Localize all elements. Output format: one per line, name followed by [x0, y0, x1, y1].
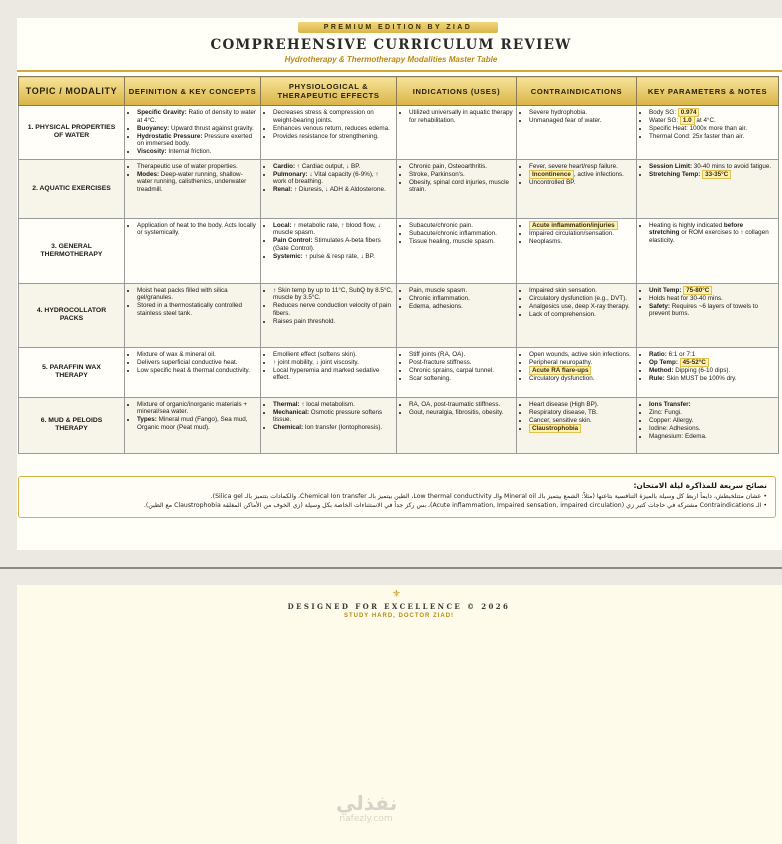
- term-label: Pain Control:: [273, 237, 313, 245]
- list-item: [649, 417, 775, 425]
- cell-text: , active infections.: [573, 170, 624, 178]
- list-item: [649, 171, 775, 179]
- term-label: Hydrostatic Pressure:: [137, 132, 203, 140]
- indications-cell: [397, 218, 517, 283]
- list-item: [529, 238, 633, 246]
- list-item: [137, 109, 257, 124]
- term-label: Stretching Temp:: [649, 170, 701, 178]
- cell-text: 6:1 or 7:1: [666, 350, 696, 358]
- cell-text: Heating is highly indicated: [649, 221, 724, 229]
- cell-text: ↑ Skin temp by up to 11°C, SubQ by 8.5°C, muscle by 3.5°C.: [273, 286, 393, 302]
- cell-text: Utilized universally in aquatic therapy for rehabilitation.: [409, 109, 513, 124]
- list-item: [273, 351, 393, 359]
- list-item: [529, 401, 633, 409]
- list-item: [649, 409, 775, 417]
- topic-cell: 2. AQUATIC EXERCISES: [19, 159, 125, 218]
- cell-text: Ion transfer (Iontophoresis).: [303, 424, 383, 432]
- term-label: Viscosity:: [137, 148, 167, 156]
- indications-list: [400, 222, 513, 246]
- cell-text: Subacute/chronic pain.: [409, 221, 474, 229]
- list-item: [137, 351, 257, 359]
- cell-text: Neoplasms.: [529, 237, 563, 245]
- list-item: [529, 109, 633, 117]
- list-item: [273, 109, 393, 124]
- cell-text: Edema, adhesions.: [409, 302, 463, 310]
- term-label: Systemic:: [273, 252, 303, 260]
- cell-text: Specific Heat: 1000x more than air.: [649, 125, 748, 133]
- cell-text: RA, OA, post-traumatic stiffness.: [409, 400, 501, 408]
- term-label: Renal:: [273, 186, 293, 194]
- cell-text: Emollient effect (softens skin).: [273, 350, 357, 358]
- term-label: Chemical:: [273, 424, 304, 432]
- cell-text: at 4°C.: [694, 117, 716, 125]
- list-item: [409, 230, 513, 238]
- list-item: [137, 401, 257, 416]
- list-item: [273, 237, 393, 252]
- indications-list: [400, 401, 513, 417]
- effects-cell: [261, 218, 397, 283]
- parameters-cell: [637, 397, 779, 453]
- effects-list: [264, 351, 393, 382]
- list-item: [409, 303, 513, 311]
- indications-cell: [397, 159, 517, 218]
- highlight-value: Acute inflammation/injuries: [529, 221, 618, 230]
- effects-list: [264, 109, 393, 140]
- list-item: [273, 409, 393, 424]
- watermark-latin: nafezly.com: [339, 814, 393, 824]
- cell-text: Impaired skin sensation.: [529, 286, 597, 294]
- highlight-value: 33-35°C: [702, 170, 731, 179]
- list-item: [137, 359, 257, 367]
- list-item: [137, 125, 257, 133]
- indications-list: [400, 163, 513, 194]
- list-item: [649, 433, 775, 441]
- column-header-indications: INDICATIONS (USES): [397, 77, 517, 106]
- list-item: [409, 295, 513, 303]
- cell-text: Zinc: Fungi.: [649, 408, 682, 416]
- cell-text: Water SG:: [649, 117, 680, 125]
- indications-list: [400, 351, 513, 383]
- list-item: [649, 367, 775, 375]
- contraindications-list: [520, 163, 633, 187]
- cell-text: ↑ Diuresis, ↓ ADH & Aldosterone.: [292, 186, 386, 194]
- page-break-divider: [0, 567, 782, 569]
- study-tip-1: • عشان متتلخبطش، دايماً اربط كل وسيلة بالميزة التنافسية بتاعتها (مثلاً: الشمع بيتميز بالـ Mineral oil والـ Low thermal conductivity، الطين بيتميز بالـ Chemical Ion transfer، والكمادات بتتميز بالـ Silica gel).: [210, 493, 767, 500]
- cell-text: Upward thrust against gravity.: [169, 124, 254, 132]
- definition-list: [128, 401, 257, 432]
- edition-banner: PREMIUM EDITION BY ZIAD: [298, 22, 498, 33]
- parameters-list: [640, 109, 775, 141]
- cell-text: Reduces nerve conduction velocity of pain fibers.: [273, 302, 391, 317]
- parameters-cell: [637, 106, 779, 160]
- indications-cell: [397, 347, 517, 397]
- indications-cell: [397, 106, 517, 160]
- cell-text: Uncontrolled BP.: [529, 178, 576, 186]
- list-item: [137, 163, 257, 171]
- cell-text: Deep-water running, shallow-water running, calisthenics, underwater treadmill.: [137, 170, 247, 193]
- cell-text: Pressure exerted on immersed body.: [137, 132, 253, 148]
- contraindications-list: [520, 351, 633, 383]
- definition-list: [128, 287, 257, 318]
- definition-list: [128, 351, 257, 375]
- indications-cell: [397, 283, 517, 347]
- cell-text: Enhances venous return, reduces edema.: [273, 124, 390, 132]
- cell-text: Chronic pain, Osteoarthritis.: [409, 162, 488, 170]
- cell-text: Respiratory disease, TB.: [529, 408, 598, 416]
- cell-text: Scar softening.: [409, 374, 452, 382]
- term-label: Ions Transfer:: [649, 400, 691, 408]
- list-item: [273, 125, 393, 133]
- list-item: [529, 179, 633, 187]
- definition-cell: [125, 347, 261, 397]
- effects-cell: [261, 106, 397, 160]
- list-item: [273, 222, 393, 237]
- page-title: COMPREHENSIVE CURRICULUM REVIEW: [210, 37, 572, 53]
- effects-cell: [261, 347, 397, 397]
- list-item: [273, 367, 393, 382]
- cell-text: Osmotic pressure softens tissue.: [273, 408, 383, 424]
- cell-text: Stored in a thermostatically controlled stainless steel tank.: [137, 302, 242, 317]
- term-label: Thermal:: [273, 400, 300, 408]
- cell-text: Stiff joints (RA, OA).: [409, 350, 466, 358]
- list-item: [273, 253, 393, 261]
- list-item: [273, 302, 393, 317]
- cell-text: Severe hydrophobia.: [529, 109, 588, 116]
- cell-text: Application of heat to the body. Acts locally or systemically.: [137, 221, 256, 237]
- list-item: [273, 424, 393, 432]
- cell-text: Iodine: Adhesions.: [649, 424, 701, 432]
- list-item: [529, 171, 633, 179]
- cell-text: Chronic sprains, carpal tunnel.: [409, 366, 495, 374]
- list-item: [409, 238, 513, 246]
- parameters-cell: [637, 218, 779, 283]
- cell-text: Magnesium: Edema.: [649, 432, 707, 440]
- cell-text: Stroke, Parkinson's.: [409, 170, 465, 178]
- cell-text: ↑ metabolic rate, ↑ blood flow, ↓ muscle spasm.: [273, 221, 381, 237]
- page-subtitle: Hydrotherapy & Thermotherapy Modalities Master Table: [284, 55, 498, 64]
- contraindications-list: [520, 109, 633, 125]
- watermark-arabic: نفذلي: [336, 791, 398, 815]
- list-item: [273, 318, 393, 326]
- cell-text: Analgesics use, deep X-ray therapy.: [529, 302, 630, 310]
- list-item: [529, 409, 633, 417]
- cell-text: Heart disease (High BP).: [529, 400, 599, 408]
- cell-text: Raises pain threshold.: [273, 317, 336, 325]
- contraindications-list: [520, 222, 633, 246]
- definition-cell: [125, 283, 261, 347]
- highlight-value: 45-52°C: [680, 358, 709, 367]
- term-label: Op Temp:: [649, 358, 678, 366]
- list-item: [529, 303, 633, 311]
- contraindications-list: [520, 287, 633, 319]
- header-divider: [17, 70, 782, 72]
- cell-text: Unmanaged fear of water.: [529, 117, 602, 125]
- list-item: [137, 222, 257, 237]
- parameters-cell: [637, 283, 779, 347]
- table-row: [19, 218, 779, 283]
- parameters-list: [640, 287, 775, 318]
- list-item: [409, 375, 513, 383]
- list-item: [529, 311, 633, 319]
- parameters-list: [640, 163, 775, 179]
- definition-list: [128, 109, 257, 156]
- contraindications-cell: [517, 159, 637, 218]
- table-header-row: [19, 77, 779, 106]
- contraindications-cell: [517, 106, 637, 160]
- cell-text: 30-40 mins to avoid fatigue.: [692, 162, 772, 170]
- table-body: [19, 106, 779, 454]
- list-item: [137, 367, 257, 375]
- topic-cell: 5. PARAFFIN WAX THERAPY: [19, 347, 125, 397]
- contraindications-cell: [517, 218, 637, 283]
- cell-text: Circulatory dysfunction (e.g., DVT).: [529, 294, 627, 302]
- contraindications-cell: [517, 397, 637, 453]
- topic-cell: 6. MUD & PELOIDS THERAPY: [19, 397, 125, 453]
- cell-text: Copper: Allergy.: [649, 416, 694, 424]
- table-row: [19, 283, 779, 347]
- cell-text: Peripheral neuropathy.: [529, 358, 593, 366]
- column-header-effects: PHYSIOLOGICAL & THERAPEUTIC EFFECTS: [261, 77, 397, 106]
- column-header-contraindications: CONTRAINDICATIONS: [517, 77, 637, 106]
- list-item: [529, 351, 633, 359]
- list-item: [649, 303, 775, 318]
- cell-text: Delivers superficial conductive heat.: [137, 358, 238, 366]
- cell-text: Stimulates A-beta fibers (Gate Control).: [273, 237, 381, 252]
- cell-text: ↑ Cardiac output, ↓ BP.: [295, 162, 361, 170]
- term-label: before stretching: [649, 221, 744, 237]
- list-item: [409, 367, 513, 375]
- cell-text: Mineral mud (Fango), Sea mud, Organic moor (Peat mud).: [137, 416, 248, 431]
- cell-text: Gout, neuralgia, fibrositis, obesity.: [409, 408, 504, 416]
- list-item: [649, 351, 775, 359]
- list-item: [409, 109, 513, 124]
- list-item: [529, 222, 633, 230]
- highlight-value: Incontinence: [529, 170, 574, 179]
- cell-text: Ratio of density to water at 4°C.: [137, 109, 257, 124]
- list-item: [649, 359, 775, 367]
- column-header-topic: TOPIC / MODALITY: [19, 77, 125, 106]
- list-item: [137, 148, 257, 156]
- cell-text: Dipping (6-10 dips).: [673, 366, 731, 374]
- column-header-definition: DEFINITION & KEY CONCEPTS: [125, 77, 261, 106]
- effects-cell: [261, 159, 397, 218]
- list-item: [529, 117, 633, 125]
- cell-text: Body SG:: [649, 109, 678, 116]
- effects-list: [264, 163, 393, 194]
- cell-text: ↑ pulse & resp rate, ↓ BP.: [302, 252, 375, 260]
- cell-text: Local hyperemia and marked sedative effect.: [273, 366, 380, 382]
- study-tips-title: نصائح سريعة للمذاكرة ليلة الامتحان:: [633, 481, 767, 490]
- cell-text: Thermal Cond: 25x faster than air.: [649, 133, 745, 141]
- list-item: [273, 287, 393, 302]
- highlight-value: Acute RA flare-ups: [529, 366, 591, 375]
- parameters-list: [640, 401, 775, 441]
- cell-text: Tissue healing, muscle spasm.: [409, 237, 495, 245]
- indications-cell: [397, 397, 517, 453]
- term-label: Local:: [273, 221, 292, 229]
- cell-text: Cancer, sensitive skin.: [529, 416, 592, 424]
- cell-text: Open wounds, active skin infections.: [529, 350, 631, 358]
- term-label: Session Limit:: [649, 162, 693, 170]
- list-item: [273, 133, 393, 141]
- term-label: Buoyancy:: [137, 124, 170, 132]
- list-item: [409, 222, 513, 230]
- term-label: Unit Temp:: [649, 286, 682, 294]
- list-item: [137, 302, 257, 317]
- term-label: Safety:: [649, 302, 670, 310]
- list-item: [409, 409, 513, 417]
- list-item: [273, 186, 393, 194]
- indications-list: [400, 109, 513, 124]
- highlight-value: Claustrophobia: [529, 424, 581, 433]
- term-label: Specific Gravity:: [137, 109, 187, 116]
- cell-text: ↓ Vital capacity (6-9%), ↑ work of breathing.: [273, 170, 379, 186]
- contraindications-cell: [517, 347, 637, 397]
- cell-text: Subacute/chronic inflammation.: [409, 229, 497, 237]
- effects-list: [264, 401, 393, 432]
- cell-text: Provides resistance for strengthening.: [273, 132, 379, 140]
- list-item: [649, 287, 775, 295]
- cell-text: Lack of comprehension.: [529, 310, 596, 318]
- cell-text: Pain, muscle spasm.: [409, 286, 468, 294]
- cell-text: Decreases stress & compression on weight-bearing joints.: [273, 109, 374, 124]
- cell-text: ↑ local metabolism.: [299, 400, 355, 408]
- effects-cell: [261, 283, 397, 347]
- cell-text: Mixture of organic/inorganic materials + mineral/sea water.: [137, 400, 248, 416]
- list-item: [409, 179, 513, 194]
- cell-text: Moist heat packs filled with silica gel/granules.: [137, 286, 228, 302]
- page-sheet-2: [17, 585, 782, 844]
- term-label: Mechanical:: [273, 408, 310, 416]
- definition-list: [128, 163, 257, 194]
- list-item: [409, 171, 513, 179]
- cell-text: Obesity, spinal cord injuries, muscle strain.: [409, 178, 509, 194]
- definition-cell: [125, 159, 261, 218]
- list-item: [649, 295, 775, 303]
- list-item: [409, 401, 513, 409]
- table-row: [19, 397, 779, 453]
- cell-text: Post-fracture stiffness.: [409, 358, 472, 366]
- topic-cell: 1. PHYSICAL PROPERTIES OF WATER: [19, 106, 125, 160]
- indications-list: [400, 287, 513, 311]
- term-label: Ratio:: [649, 350, 667, 358]
- cell-text: ↑ joint mobility, ↓ joint viscosity.: [273, 358, 359, 366]
- term-label: Pulmonary:: [273, 170, 308, 178]
- contraindications-list: [520, 401, 633, 433]
- list-item: [649, 109, 775, 117]
- list-item: [137, 133, 257, 148]
- list-item: [649, 425, 775, 433]
- list-item: [649, 117, 775, 125]
- list-item: [529, 375, 633, 383]
- list-item: [529, 295, 633, 303]
- list-item: [409, 351, 513, 359]
- table-row: [19, 106, 779, 160]
- list-item: [137, 287, 257, 302]
- table-row: [19, 347, 779, 397]
- cell-text: Internal friction.: [166, 148, 212, 156]
- cell-text: Therapeutic use of water properties.: [137, 162, 238, 170]
- table-row: [19, 159, 779, 218]
- list-item: [529, 367, 633, 375]
- cell-text: Requires ~6 layers of towels to prevent burns.: [649, 302, 759, 318]
- cell-text: Low specific heat & thermal conductivity.: [137, 366, 250, 374]
- list-item: [273, 359, 393, 367]
- list-item: [273, 171, 393, 186]
- study-tip-2: • الـ Contraindications مشتركة في حاجات كتير زي (Acute inflammation, Impaired sensation, impaired circulation)، بس ركز جداً في الاستثناءات الخاصة بكل وسيلة (زي الخوف من الأماكن المغلقة Claustrophobia مع الطين).: [143, 502, 767, 509]
- list-item: [649, 375, 775, 383]
- footer-credit: DESIGNED FOR EXCELLENCE © 2026: [287, 602, 511, 611]
- parameters-cell: [637, 159, 779, 218]
- list-item: [409, 163, 513, 171]
- definition-cell: [125, 218, 261, 283]
- term-label: Modes:: [137, 170, 160, 178]
- list-item: [649, 133, 775, 141]
- topic-cell: 4. HYDROCOLLATOR PACKS: [19, 283, 125, 347]
- contraindications-cell: [517, 283, 637, 347]
- list-item: [409, 287, 513, 295]
- cell-text: Skin MUST be 100% dry.: [664, 374, 737, 382]
- effects-list: [264, 287, 393, 326]
- list-item: [273, 163, 393, 171]
- list-item: [529, 425, 633, 433]
- footer-tagline: STUDY HARD, DOCTOR ZIAD!: [343, 613, 455, 619]
- term-label: Rule:: [649, 374, 665, 382]
- list-item: [273, 401, 393, 409]
- list-item: [649, 222, 775, 245]
- study-tips-box: [18, 476, 776, 518]
- list-item: [529, 230, 633, 238]
- cell-text: Mixture of wax & mineral oil.: [137, 350, 216, 358]
- highlight-value: 0.974: [678, 108, 700, 117]
- cell-text: Holds heat for 30-40 mins.: [649, 294, 723, 302]
- effects-list: [264, 222, 393, 261]
- list-item: [137, 171, 257, 194]
- term-label: Method:: [649, 366, 674, 374]
- list-item: [649, 125, 775, 133]
- parameters-list: [640, 351, 775, 383]
- cell-text: or ROM exercises to ↑ collagen elasticity.: [649, 229, 769, 244]
- effects-cell: [261, 397, 397, 453]
- term-label: Types:: [137, 416, 157, 424]
- highlight-value: 75-80°C: [683, 286, 712, 295]
- definition-cell: [125, 106, 261, 160]
- definition-cell: [125, 397, 261, 453]
- list-item: [137, 416, 257, 431]
- nafezly-watermark: [336, 792, 396, 824]
- topic-cell: 3. GENERAL THERMOTHERAPY: [19, 218, 125, 283]
- list-item: [409, 359, 513, 367]
- column-header-parameters: KEY PARAMETERS & NOTES: [637, 77, 779, 106]
- curriculum-table: [18, 76, 779, 454]
- fleur-de-lis-icon: ⚜: [392, 589, 401, 600]
- list-item: [529, 287, 633, 295]
- parameters-list: [640, 222, 775, 245]
- cell-text: Chronic inflammation.: [409, 294, 470, 302]
- list-item: [649, 401, 775, 409]
- definition-list: [128, 222, 257, 237]
- cell-text: Impaired circulation/sensation.: [529, 229, 615, 237]
- term-label: Cardio:: [273, 162, 296, 170]
- highlight-value: 1.0: [680, 116, 695, 125]
- cell-text: Fever, severe heart/resp failure.: [529, 162, 618, 170]
- parameters-cell: [637, 347, 779, 397]
- cell-text: Circulatory dysfunction.: [529, 374, 595, 382]
